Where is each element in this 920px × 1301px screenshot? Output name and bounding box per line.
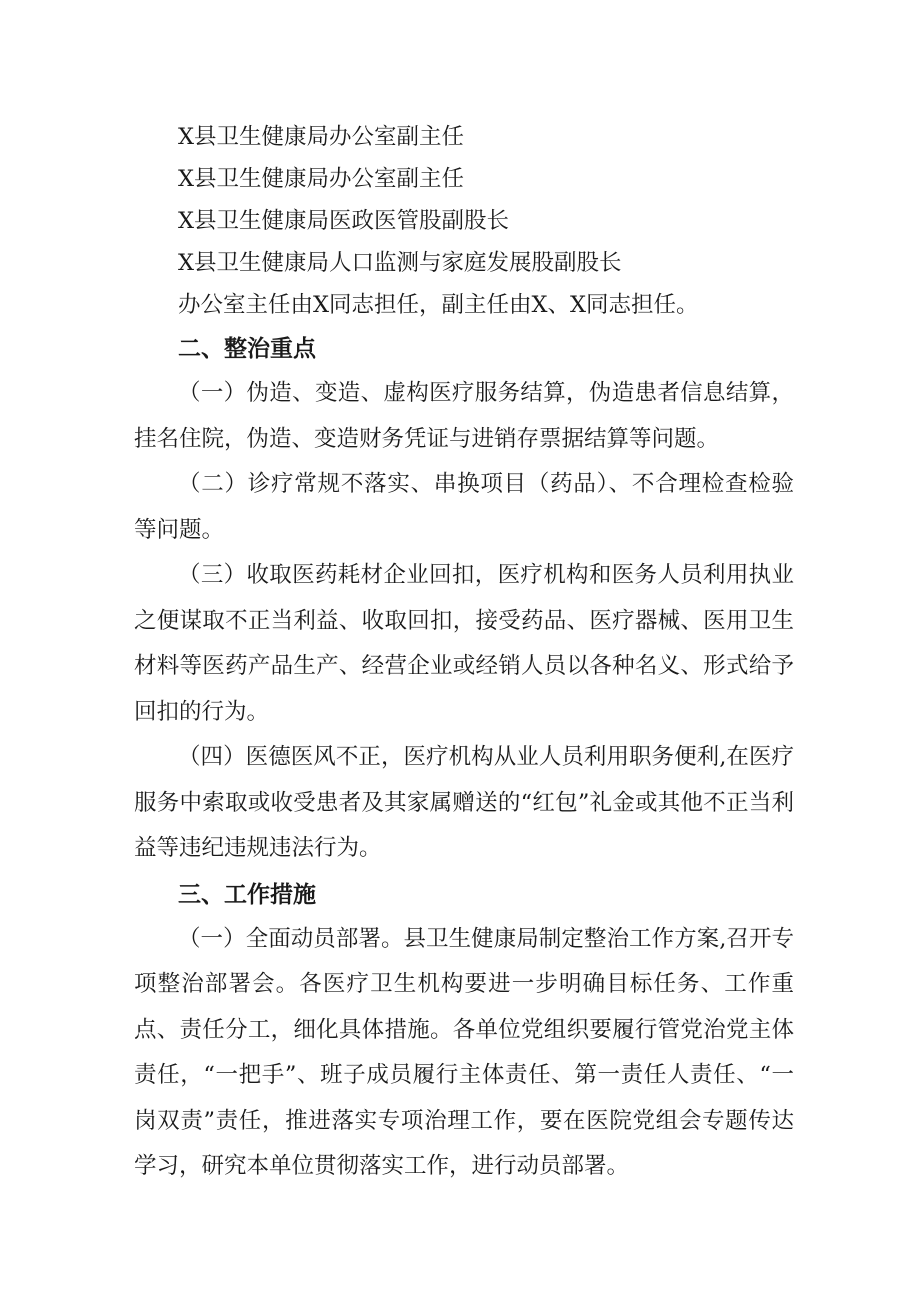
- paragraph: （四）医德医风不正，医疗机构从业人员利用职务便利,在医疗服务中索取或收受患者及其家属赠送的“红包”礼金或其他不正当利益等违纪违规违法行为。: [134, 744, 794, 861]
- section-heading-2: 二、整治重点: [178, 335, 316, 362]
- paragraph: （一）全面动员部署。县卫生健康局制定整治工作方案,召开专项整治部署会。各医疗卫生机构要进一步明确目标任务、工作重点、责任分工，细化具体措施。各单位党组织要履行管党治党主体责任，“一把手”、班子成员履行主体责任、第一责任人责任、“一岗双责”责任，推进落实专项治理工作，要在医院党组会专题传达学习，研究本单位贯彻落实工作，进行动员部署。: [134, 925, 794, 1179]
- paragraph: （三）收取医药耗材企业回扣，医疗机构和医务人员利用执业之便谋取不正当利益、收取回扣，接受药品、医疗器械、医用卫生材料等医药产品生产、经营企业或经销人员以各种名义、形式给予回扣的行为。: [134, 562, 794, 725]
- member-line: X县卫生健康局人口监测与家庭发展股副股长: [178, 250, 622, 276]
- document-body: [134, 116, 794, 1190]
- member-line: X县卫生健康局医政医管股副股长: [178, 208, 510, 234]
- paragraph: （一）伪造、变造、虚构医疗服务结算，伪造患者信息结算，挂名住院，伪造、变造财务凭证与进销存票据结算等问题。: [134, 380, 794, 452]
- member-line: X县卫生健康局办公室副主任: [178, 124, 465, 150]
- section-heading-3: 三、工作措施: [178, 880, 316, 908]
- office-note: 办公室主任由X同志担任，副主任由X、X同志担任。: [178, 292, 699, 318]
- member-line: X县卫生健康局办公室副主任: [178, 166, 465, 192]
- paragraph: （二）诊疗常规不落实、串换项目（药品）、不合理检查检验等问题。: [134, 471, 794, 543]
